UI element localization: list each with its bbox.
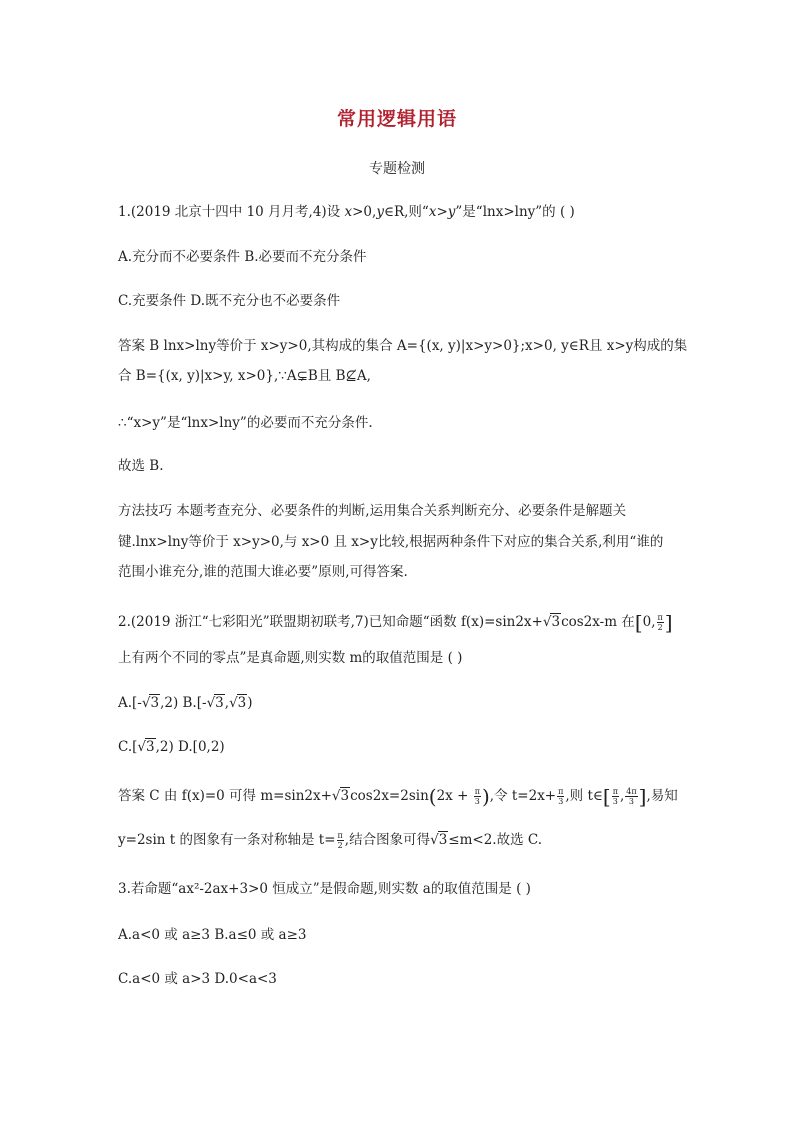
q3-options-cd: C.a<0 或 a>3 D.0<a<3 bbox=[118, 971, 277, 987]
q1-options-ab: A.充分而不必要条件 B.必要而不充分条件 bbox=[118, 249, 367, 265]
q2-answer-line1: 答案 C 由 f(x)=0 可得 m=sin2x+√3cos2x=2sin(2x + $\frac{\pi}{3}$ ),令 t=2x+ $\frac{\pi}{3}$ ,则 t∈[ $\frac{\pi}{3}$ , $\frac{4\pi}{3}$ ],易知 bbox=[118, 784, 678, 809]
q2-stem-line1: 2.(2019 浙江“七彩阳光”联盟期初联考,7)已知命题“函数 f(x)=sin2x+√3cos2x-m 在[0, $\frac{\pi}{2}$ ] bbox=[118, 610, 673, 635]
q1-options-cd: C.充要条件 D.既不充分也不必要条件 bbox=[118, 293, 341, 309]
q1-answer-line3: ∴“x>y”是“lnx>lny”的必要而不充分条件. bbox=[118, 415, 373, 431]
q1-tip-line1: 方法技巧 本题考查充分、必要条件的判断,运用集合关系判断充分、必要条件是解题关 bbox=[118, 503, 627, 519]
page-title: 常用逻辑用语 bbox=[336, 108, 457, 130]
q1-tip-line2: 键.lnx>lny等价于 x>y>0,与 x>0 且 x>y比较,根据两种条件下对应的集合关系,利用“谁的 bbox=[118, 534, 664, 550]
page-subtitle: 专题检测 bbox=[369, 161, 425, 177]
q1-tip-line3: 范围小谁充分,谁的范围大谁必要”原则,可得答案. bbox=[118, 564, 408, 580]
q1-answer-line2: 合 B={(x, y)|x>y, x>0},∵A⊊B且 B⊈A, bbox=[118, 368, 371, 384]
pi-over-2-fraction: $\frac{\pi}{2}$ bbox=[657, 613, 663, 632]
q2-options-ab: A.[-√3,2) B.[-√3,√3) bbox=[118, 695, 253, 711]
q1-answer-line1: 答案 B lnx>lny等价于 x>y>0,其构成的集合 A={(x, y)|x>y>0};x>0, y∈R且 x>y构成的集 bbox=[118, 338, 688, 354]
q3-options-ab: A.a<0 或 a≥3 B.a≤0 或 a≥3 bbox=[118, 927, 307, 943]
q1-answer-line4: 故选 B. bbox=[118, 458, 164, 474]
q2-stem-line2: 上有两个不同的零点”是真命题,则实数 m的取值范围是 ( ) bbox=[118, 650, 463, 666]
q2-answer-line2: y=2sin t 的图象有一条对称轴是 t= $\frac{\pi}{2}$ ,结合图象可得√3≤m<2.故选 C. bbox=[118, 831, 543, 850]
q2-options-cd: C.[√3,2) D.[0,2) bbox=[118, 739, 225, 755]
q3-stem: 3.若命题“ax²-2ax+3>0 恒成立”是假命题,则实数 a的取值范围是 ( ) bbox=[118, 881, 531, 897]
q1-stem: 1.(2019 北京十四中 10 月月考,4)设 x>0,y∈R,则“x>y”是“lnx>lny”的 ( ) bbox=[118, 204, 575, 220]
